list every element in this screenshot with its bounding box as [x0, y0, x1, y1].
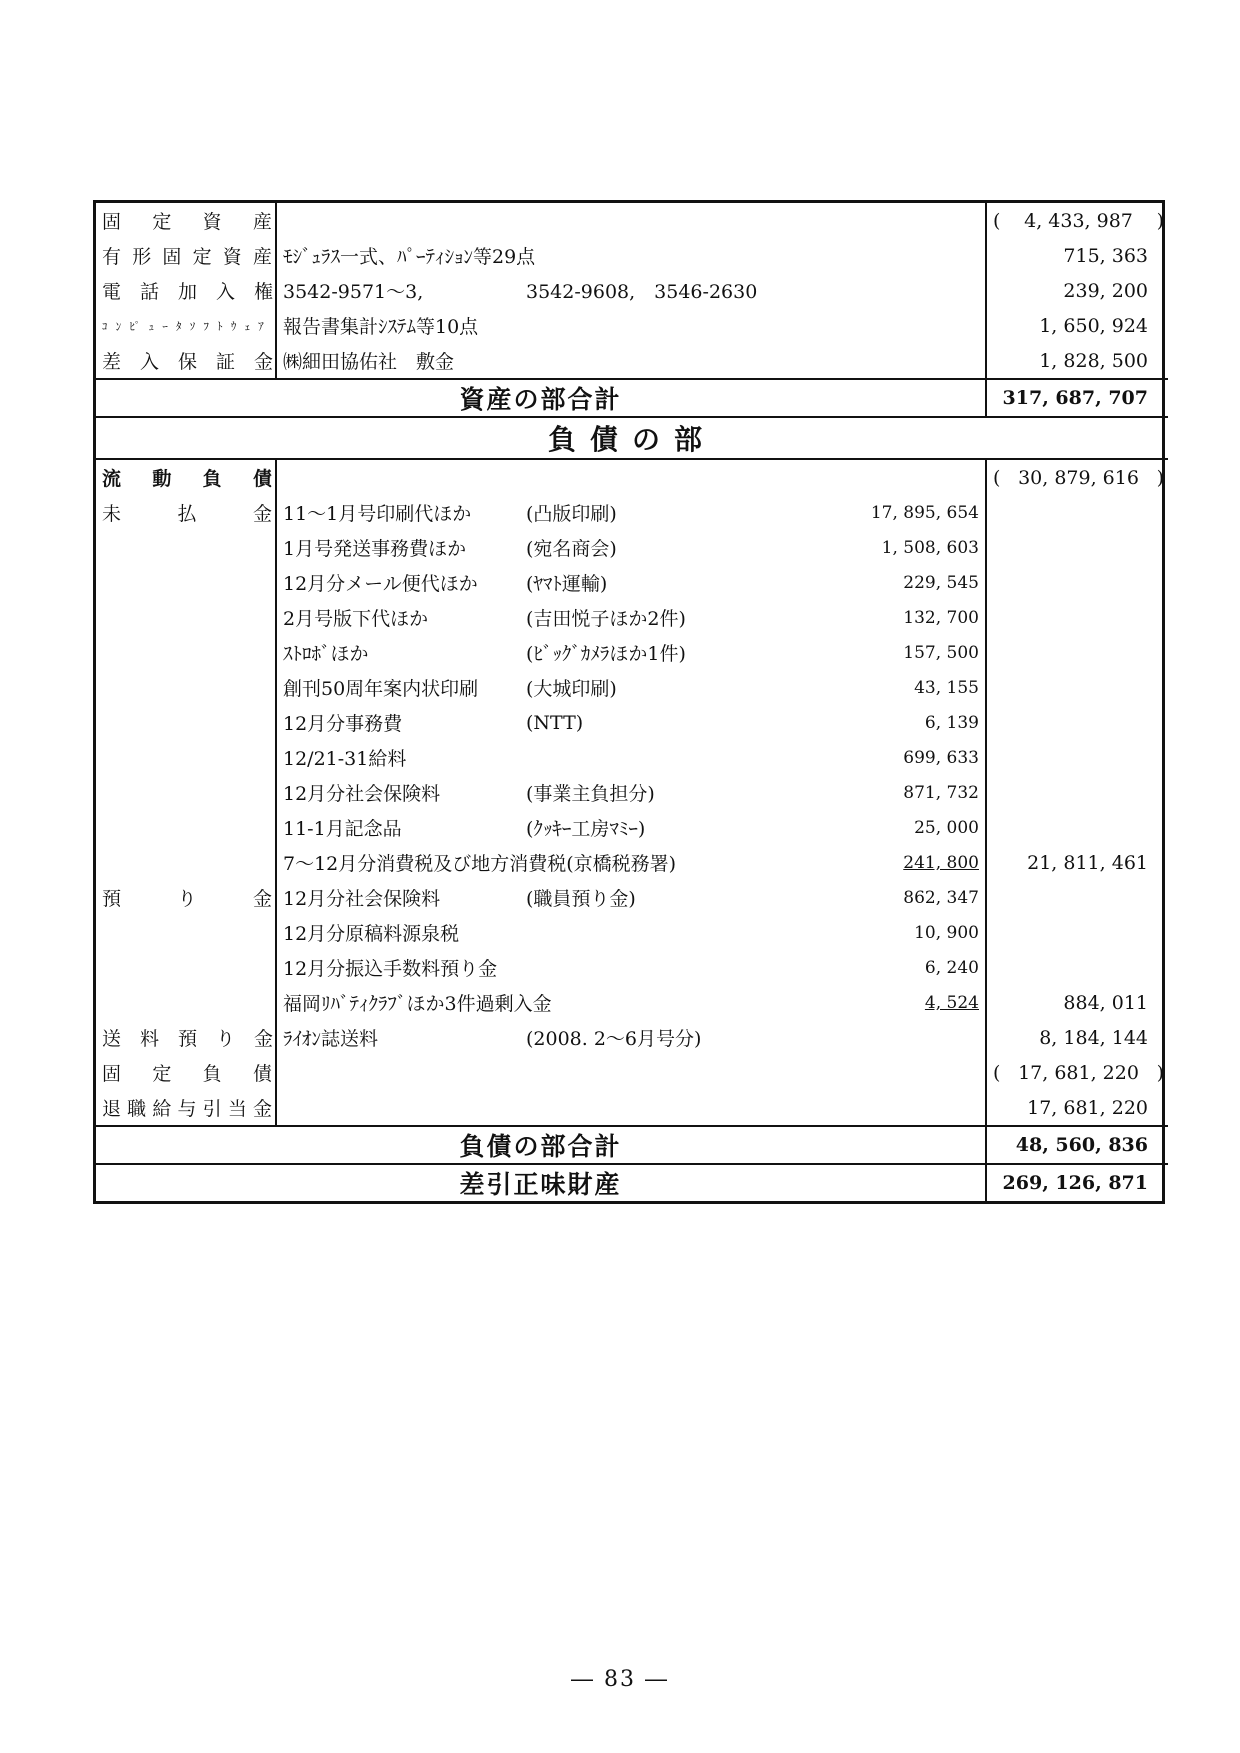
row-description: ﾗｲｵﾝ誌送料	[283, 1028, 379, 1050]
current-liabilities-heading-row	[96, 459, 1168, 495]
fixed-liabilities-heading-row	[96, 1055, 1168, 1090]
row-category: 電 話 加 入 権	[96, 273, 276, 308]
row-payee: (凸版印刷)	[526, 503, 617, 525]
row-description: 11～1月号印刷代ほか	[283, 503, 472, 525]
table-row	[96, 950, 1168, 985]
fixed-liabilities-total: ( 17, 681, 220 )	[993, 1061, 1164, 1084]
row-amount: 871, 732	[866, 775, 986, 810]
deposits-subtotal: 884, 011	[1063, 991, 1148, 1014]
row-payee: (ｸｯｷｰ工房ﾏﾐｰ)	[526, 818, 646, 840]
table-row	[96, 1090, 1168, 1126]
table-row	[96, 1020, 1168, 1055]
row-amount: 6, 240	[866, 950, 986, 985]
row-amount: 241, 800	[866, 845, 986, 880]
row-description: ﾓｼﾞｭﾗｽ一式、ﾊﾟｰﾃｨｼｮﾝ等29点	[283, 246, 536, 268]
table-row	[96, 565, 1168, 600]
unpaid-subtotal: 21, 811, 461	[1027, 851, 1148, 874]
table-row	[96, 740, 1168, 775]
current-liabilities-total: ( 30, 879, 616 )	[986, 459, 1168, 495]
row-amount: 1, 828, 500	[1039, 349, 1148, 372]
assets-total-row	[96, 379, 1168, 417]
liabilities-section-title: 負債の部	[96, 417, 1168, 459]
row-description: 11-1月記念品	[283, 818, 402, 840]
table-row	[96, 915, 1168, 950]
row-amount: 157, 500	[866, 635, 986, 670]
current-liabilities-heading: 流 動 負 債	[96, 459, 276, 495]
liabilities-total-label: 負債の部合計	[96, 1126, 986, 1164]
row-payee: (ﾔﾏﾄ運輸)	[526, 573, 608, 595]
table-row	[96, 705, 1168, 740]
row-amount: 4, 524	[866, 985, 986, 1020]
row-amount: 25, 000	[866, 810, 986, 845]
row-category: 有形固定資産	[96, 238, 276, 273]
row-description: ｽﾄﾛﾎﾞほか	[283, 643, 369, 665]
row-amount: 715, 363	[1063, 244, 1148, 267]
row-payee: (NTT)	[526, 711, 584, 734]
row-amount: 239, 200	[1063, 279, 1148, 302]
row-payee: (吉田悦子ほか2件)	[526, 608, 686, 630]
table-row	[96, 845, 1168, 880]
liabilities-section-row	[96, 417, 1168, 459]
deposits-category: 預 り 金	[96, 880, 276, 915]
table-row	[96, 600, 1168, 635]
row-amount: 17, 681, 220	[1027, 1096, 1148, 1119]
row-description: 1月号発送事務費ほか	[283, 538, 467, 560]
assets-total-amount: 317, 687, 707	[986, 379, 1168, 417]
row-description: 報告書集計ｼｽﾃﾑ等10点	[283, 316, 479, 338]
table-row	[96, 775, 1168, 810]
row-description: ㈱細田協佑社 敷金	[283, 351, 455, 373]
row-description: 12月分原稿料源泉税	[283, 923, 460, 945]
row-category: 差 入 保 証 金	[96, 343, 276, 379]
row-amount: 43, 155	[866, 670, 986, 705]
row-category: 退職給与引当金	[96, 1090, 276, 1126]
row-description: 12月分メール便代ほか	[283, 573, 478, 595]
net-assets-label: 差引正味財産	[96, 1164, 986, 1201]
unpaid-category: 未 払 金	[96, 495, 276, 530]
row-payee: (事業主負担分)	[526, 783, 655, 805]
balance-table	[96, 203, 1168, 1201]
table-row	[96, 880, 1168, 915]
page-number: ― 83 ―	[571, 1667, 669, 1692]
row-description: 3542-9571～3,	[283, 281, 424, 303]
shipping-amount: 8, 184, 144	[1039, 1026, 1148, 1049]
shipping-category: 送 料 預 り 金	[96, 1020, 276, 1055]
row-amount: 1, 650, 924	[1039, 314, 1148, 337]
row-amount: 6, 139	[866, 705, 986, 740]
row-amount: 17, 895, 654	[866, 495, 986, 530]
liabilities-total-row	[96, 1126, 1168, 1164]
row-description: 12月分事務費	[283, 713, 403, 735]
table-row	[96, 273, 1168, 308]
table-row	[96, 495, 1168, 530]
fixed-assets-heading: 固 定 資 産	[96, 203, 276, 238]
row-amount: 132, 700	[866, 600, 986, 635]
row-amount: 1, 508, 603	[866, 530, 986, 565]
row-description: 12/21-31給料	[283, 748, 407, 770]
row-description-extra: 3542-9608, 3546-2630	[526, 281, 758, 303]
row-description: 12月分社会保険料	[283, 888, 441, 910]
table-row	[96, 238, 1168, 273]
balance-sheet	[93, 200, 1165, 1204]
table-row	[96, 308, 1168, 343]
row-amount: 10, 900	[866, 915, 986, 950]
row-amount: 862, 347	[866, 880, 986, 915]
table-row	[96, 810, 1168, 845]
row-description: 2月号版下代ほか	[283, 608, 429, 630]
row-payee: (宛名商会)	[526, 538, 617, 560]
fixed-assets-total: ( 4, 433, 987 )	[993, 209, 1164, 232]
liabilities-total-amount: 48, 560, 836	[986, 1126, 1168, 1164]
row-description: 12月分社会保険料	[283, 783, 441, 805]
fixed-liabilities-heading: 固 定 負 債	[96, 1055, 276, 1090]
row-amount: 229, 545	[866, 565, 986, 600]
assets-total-label: 資産の部合計	[96, 379, 986, 417]
row-category: ｺﾝﾋﾟｭｰﾀｿﾌﾄｳｪｱ	[96, 308, 276, 343]
net-assets-amount: 269, 126, 871	[986, 1164, 1168, 1201]
table-row	[96, 670, 1168, 705]
fixed-assets-heading-row	[96, 203, 1168, 238]
table-row	[96, 985, 1168, 1020]
row-payee: (大城印刷)	[526, 678, 617, 700]
row-description: 創刊50周年案内状印刷	[283, 678, 479, 700]
row-payee: (2008. 2～6月号分)	[526, 1028, 702, 1050]
table-row	[96, 530, 1168, 565]
row-description: 福岡ﾘﾊﾞﾃｨｸﾗﾌﾞほか3件過剰入金	[283, 993, 552, 1015]
table-row	[96, 635, 1168, 670]
row-payee: (ﾋﾞｯｸﾞｶﾒﾗほか1件)	[526, 643, 686, 665]
net-assets-row	[96, 1164, 1168, 1201]
row-description: 7～12月分消費税及び地方消費税(京橋税務署)	[283, 853, 677, 875]
row-payee: (職員預り金)	[526, 888, 636, 910]
table-row	[96, 343, 1168, 379]
row-amount: 699, 633	[866, 740, 986, 775]
row-description: 12月分振込手数料預り金	[283, 958, 498, 980]
row-payee	[526, 740, 866, 775]
